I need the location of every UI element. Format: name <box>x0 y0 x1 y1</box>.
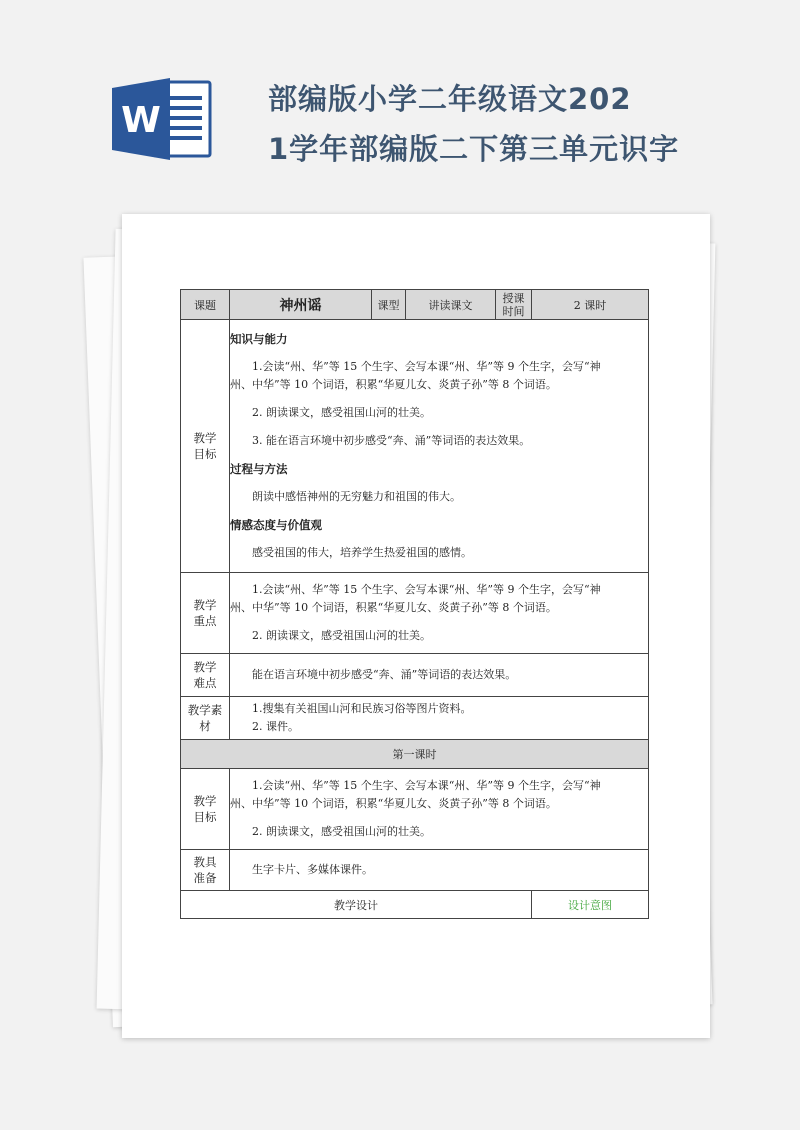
key-points-label-line-2: 重点 <box>193 614 217 628</box>
topic-value: 神州谣 <box>230 290 372 320</box>
lesson-1-title-row <box>181 740 649 769</box>
goals-section-title: 情感态度与价值观 <box>230 518 322 532</box>
lesson-1-tools-row <box>181 850 649 891</box>
time-label-line-2: 时间 <box>502 304 525 318</box>
word-document-icon <box>112 78 212 160</box>
lesson-1-tools-content <box>230 850 649 891</box>
key-points-paragraph: 2. 朗读课文，感受祖国山河的壮美。 <box>252 629 431 642</box>
lesson-1-tools-label <box>181 850 230 891</box>
document-title <box>268 74 738 174</box>
goals-row <box>181 320 649 573</box>
document-title-line-2: 1学年部编版二下第三单元识字 <box>268 132 680 166</box>
key-points-paragraph: 州、中华”等 10 个词语，积累“华夏儿女、炎黄子孙”等 8 个词语。 <box>230 601 557 614</box>
key-points-content <box>230 573 649 654</box>
goals-label <box>181 320 230 573</box>
goals-section-title: 知识与能力 <box>230 332 288 346</box>
design-label: 教学设计 <box>181 891 532 919</box>
type-value: 讲读课文 <box>406 290 496 320</box>
goals-paragraph: 3. 能在语言环境中初步感受“奔、涌”等词语的表达效果。 <box>252 434 531 447</box>
materials-paragraph: 2. 课件。 <box>252 720 299 733</box>
difficulties-row <box>181 654 649 697</box>
materials-label-line-2: 材 <box>199 719 211 733</box>
lesson-1-goals-row <box>181 769 649 850</box>
goals-paragraph: 2. 朗读课文，感受祖国山河的壮美。 <box>252 406 431 419</box>
goals-paragraph: 朗读中感悟神州的无穷魅力和祖国的伟大。 <box>252 490 461 503</box>
difficulties-label <box>181 654 230 697</box>
time-label <box>496 290 532 320</box>
lesson-1-tools-label-line-2: 准备 <box>193 871 217 885</box>
topic-label: 课题 <box>181 290 230 320</box>
key-points-label-line-1: 教学 <box>193 598 217 612</box>
lesson-plan-table <box>180 289 649 919</box>
lesson-1-goals-paragraph: 1.会读“州、华”等 15 个生字、会写本课“州、华”等 9 个生字，会写“神 <box>252 779 601 792</box>
lesson-1-goals-label-line-2: 目标 <box>193 810 217 824</box>
intent-label: 设计意图 <box>532 891 649 919</box>
time-label-line-1: 授课 <box>502 291 525 305</box>
document-title-line-1: 部编版小学二年级语文202 <box>268 82 632 116</box>
difficulties-label-line-2: 难点 <box>193 676 217 690</box>
difficulties-label-line-1: 教学 <box>193 660 217 674</box>
lesson-1-tools-value: 生字卡片、多媒体课件。 <box>252 863 373 876</box>
goals-label-line-1: 教学 <box>193 431 217 445</box>
lesson-1-goals-paragraph: 州、中华”等 10 个词语，积累“华夏儿女、炎黄子孙”等 8 个词语。 <box>230 797 557 810</box>
key-points-row <box>181 573 649 654</box>
header-row <box>181 290 649 320</box>
goals-section-title: 过程与方法 <box>230 462 288 476</box>
goals-paragraph: 1.会读“州、华”等 15 个生字、会写本课“州、华”等 9 个生字，会写“神 <box>252 360 601 373</box>
footer-row <box>181 891 649 919</box>
goals-label-line-2: 目标 <box>193 447 217 461</box>
materials-label-line-1: 教学素 <box>187 703 223 717</box>
difficulties-content <box>230 654 649 697</box>
key-points-paragraph: 1.会读“州、华”等 15 个生字、会写本课“州、华”等 9 个生字，会写“神 <box>252 583 601 596</box>
lesson-1-title: 第一课时 <box>181 740 649 769</box>
difficulties-paragraph: 能在语言环境中初步感受“奔、涌”等词语的表达效果。 <box>252 668 517 681</box>
goals-paragraph: 州、中华”等 10 个词语，积累“华夏儿女、炎黄子孙”等 8 个词语。 <box>230 378 557 391</box>
word-logo-letter: W <box>121 100 161 141</box>
lesson-1-goals-content <box>230 769 649 850</box>
lesson-1-goals-paragraph: 2. 朗读课文，感受祖国山河的壮美。 <box>252 825 431 838</box>
materials-content <box>230 697 649 740</box>
goals-content <box>230 320 649 573</box>
lesson-1-goals-label <box>181 769 230 850</box>
type-label: 课型 <box>372 290 406 320</box>
key-points-label <box>181 573 230 654</box>
time-value: 2 课时 <box>532 290 649 320</box>
materials-paragraph: 1.搜集有关祖国山河和民族习俗等图片资料。 <box>252 702 472 715</box>
materials-row <box>181 697 649 740</box>
lesson-1-tools-label-line-1: 教具 <box>193 855 217 869</box>
lesson-1-goals-label-line-1: 教学 <box>193 794 217 808</box>
goals-paragraph: 感受祖国的伟大，培养学生热爱祖国的感情。 <box>252 546 472 559</box>
materials-label <box>181 697 230 740</box>
